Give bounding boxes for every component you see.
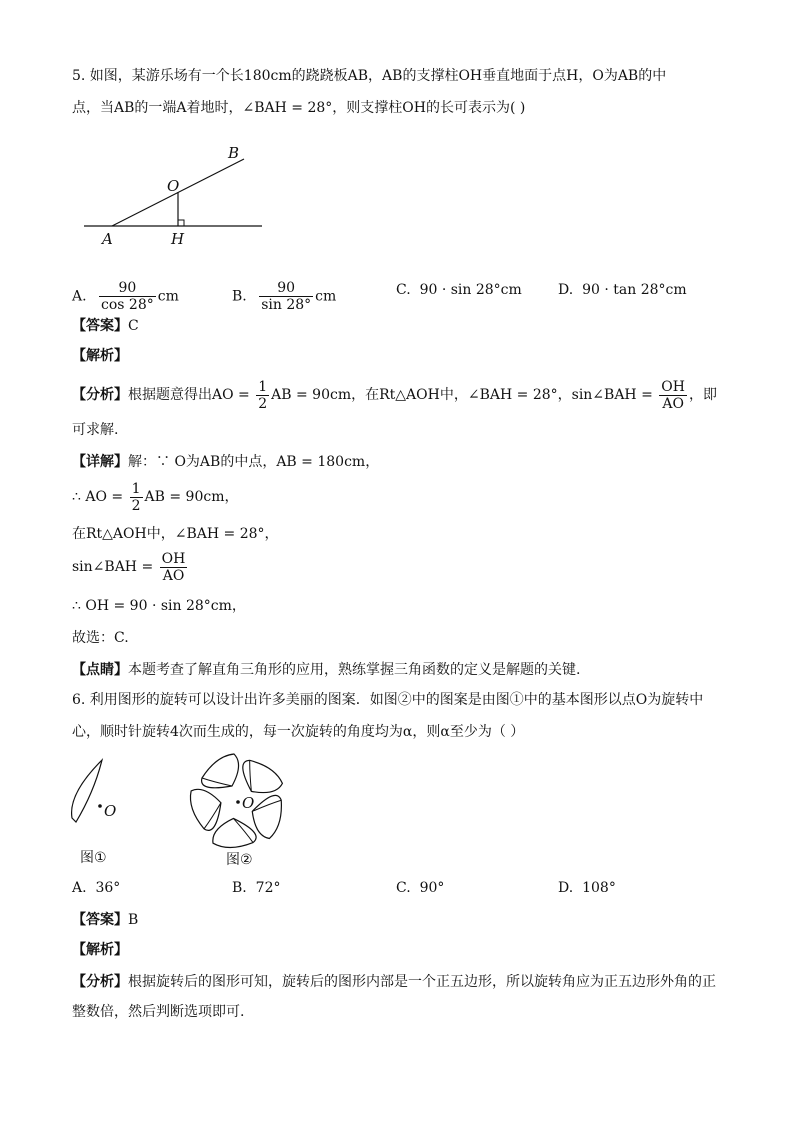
- fig2-label-O: O: [242, 794, 255, 812]
- q5-option-a: [72, 280, 179, 313]
- q5-option-b-fraction: [259, 280, 313, 313]
- q5-fenxi-tag: 【分析】: [72, 387, 128, 403]
- q5-fenxi-a: 根据题意得出AO =: [128, 387, 250, 403]
- q6-option-a-text: 36°: [95, 880, 121, 896]
- q6-stem-line1: 6. 利用图形的旋转可以设计出许多美丽的图案．如图②中的图案是由图①中的基本图形以点O为旋转中: [72, 692, 704, 708]
- q6-option-d-text: 108°: [582, 880, 616, 896]
- q5-jiexi-tag: 【解析】: [72, 348, 128, 364]
- q5-xj2: [72, 480, 238, 514]
- basic-shape-arc: [72, 760, 102, 822]
- q5-fenxi-frac2-den: AO: [662, 395, 684, 412]
- q6-option-b-letter: B.: [232, 880, 247, 896]
- q6-figure-1: [60, 752, 150, 868]
- center-dot: [236, 800, 240, 804]
- q5-fenxi-line2: 可求解.: [72, 422, 119, 438]
- pinwheel: [181, 753, 296, 863]
- q5-fenxi-frac2-num: OH: [661, 378, 685, 395]
- fig2-caption: 图②: [226, 852, 253, 868]
- q5-answer: [72, 316, 139, 336]
- q5-dianjing-text: 本题考查了解直角三角形的应用，熟练掌握三角函数的定义是解题的关键.: [128, 662, 581, 678]
- q5-dianjing-tag: 【点睛】: [72, 662, 128, 678]
- q6-fenxi-line2: 整数倍，然后判断选项即可.: [72, 1004, 245, 1020]
- q5-xj4-a: sin∠BAH =: [72, 559, 154, 575]
- q5-xj1: 解：∵ O为AB的中点，AB = 180cm，: [128, 454, 380, 470]
- q5-seesaw-figure: [80, 140, 270, 250]
- q5-option-b-letter: B.: [232, 288, 247, 305]
- q6-option-d-letter: D.: [558, 880, 574, 896]
- q5-xj5: ∴ OH = 90 · sin 28°cm，: [72, 598, 246, 614]
- q5-xj3: 在Rt△AOH中，∠BAH = 28°，: [72, 526, 279, 542]
- q5-answer-value: C: [128, 318, 139, 334]
- q6-option-a-letter: A.: [72, 880, 87, 896]
- q5-option-d-text: 90 · tan 28°cm: [582, 282, 687, 298]
- q6-option-c-text: 90°: [419, 880, 445, 896]
- q6-option-c: [396, 878, 444, 898]
- q5-option-a-unit: cm: [157, 288, 179, 305]
- q5-fenxi-line1: [72, 378, 717, 412]
- q5-xj2-a: ∴ AO =: [72, 489, 124, 505]
- q5-stem-line2: 点，当AB的一端A着地时，∠BAH = 28°，则支撑柱OH的长可表示为( ): [72, 100, 526, 116]
- q5-fenxi-c: ，即: [688, 387, 717, 403]
- q5-option-a-letter: A.: [72, 288, 87, 305]
- q5-option-a-den: cos 28°: [101, 297, 154, 313]
- q5-xj4: [72, 550, 189, 584]
- q5-xiangjie-line1: [72, 452, 379, 472]
- q6-figure-2: [172, 744, 332, 870]
- fig1-caption: 图①: [80, 850, 107, 866]
- q6-fenxi-text1: 根据旋转后的图形可知，旋转后的图形内部是一个正五边形，所以旋转角应为正五边形外角的正: [128, 974, 716, 990]
- q5-xj2-frac: [130, 481, 143, 514]
- q5-xj4-den: AO: [162, 567, 185, 584]
- q5-fenxi-frac-sin: [659, 379, 687, 412]
- q6-option-a: [72, 878, 120, 898]
- q6-option-d: [558, 878, 616, 898]
- q5-option-c-letter: C.: [396, 282, 411, 298]
- q5-fenxi-b: AB = 90cm，在Rt△AOH中，∠BAH = 28°，sin∠BAH =: [271, 387, 653, 403]
- label-O: O: [167, 177, 180, 195]
- right-angle-mark: [178, 220, 184, 226]
- label-H: H: [171, 230, 185, 248]
- q5-xj2-b: AB = 90cm，: [144, 489, 239, 505]
- q6-option-b: [232, 878, 280, 898]
- q5-option-d: [558, 280, 687, 300]
- q6-option-b-text: 72°: [255, 880, 281, 896]
- q5-option-c-text: 90 · sin 28°cm: [419, 282, 522, 298]
- q5-xj2-num: 1: [131, 480, 141, 497]
- q5-xj4-frac: [160, 551, 188, 584]
- q5-xj6: 故选：C.: [72, 630, 129, 646]
- q6-answer-value: B: [128, 912, 139, 928]
- q5-option-c: [396, 280, 522, 300]
- q5-answer-tag: 【答案】: [72, 318, 128, 334]
- center-dot: [98, 804, 102, 808]
- q5-option-b-num: 90: [259, 280, 313, 297]
- q6-jiexi-tag: 【解析】: [72, 942, 128, 958]
- q5-fenxi-frac-num: 1: [258, 378, 268, 395]
- q5-xj2-den: 2: [131, 497, 141, 514]
- q5-option-b-den: sin 28°: [261, 297, 312, 313]
- q5-fenxi-frac-half: [256, 379, 269, 412]
- label-B: B: [228, 144, 240, 162]
- q6-option-c-letter: C.: [396, 880, 411, 896]
- q5-xiangjie-tag: 【详解】: [72, 454, 128, 470]
- q6-fenxi-tag: 【分析】: [72, 974, 128, 990]
- q5-option-a-fraction: [99, 280, 156, 313]
- q5-option-b: [232, 280, 336, 313]
- q5-dianjing: [72, 660, 580, 680]
- q5-option-d-letter: D.: [558, 282, 574, 298]
- q5-fenxi-frac-den: 2: [258, 395, 268, 412]
- q6-answer-tag: 【答案】: [72, 912, 128, 928]
- q5-option-a-num: 90: [99, 280, 156, 297]
- q5-xj4-num: OH: [161, 550, 186, 567]
- q6-fenxi-line1: [72, 972, 716, 992]
- q6-stem-line2: 心，顺时针旋转4次而生成的，每一次旋转的角度均为α，则α至少为（ ）: [72, 724, 525, 740]
- label-A: A: [102, 230, 113, 248]
- fig1-label-O: O: [104, 802, 117, 820]
- q6-answer: [72, 910, 138, 930]
- q5-option-b-unit: cm: [315, 288, 337, 305]
- q5-stem-line1: 5. 如图，某游乐场有一个长180cm的跷跷板AB，AB的支撑柱OH垂直地面于点H，O为AB的中: [72, 68, 667, 84]
